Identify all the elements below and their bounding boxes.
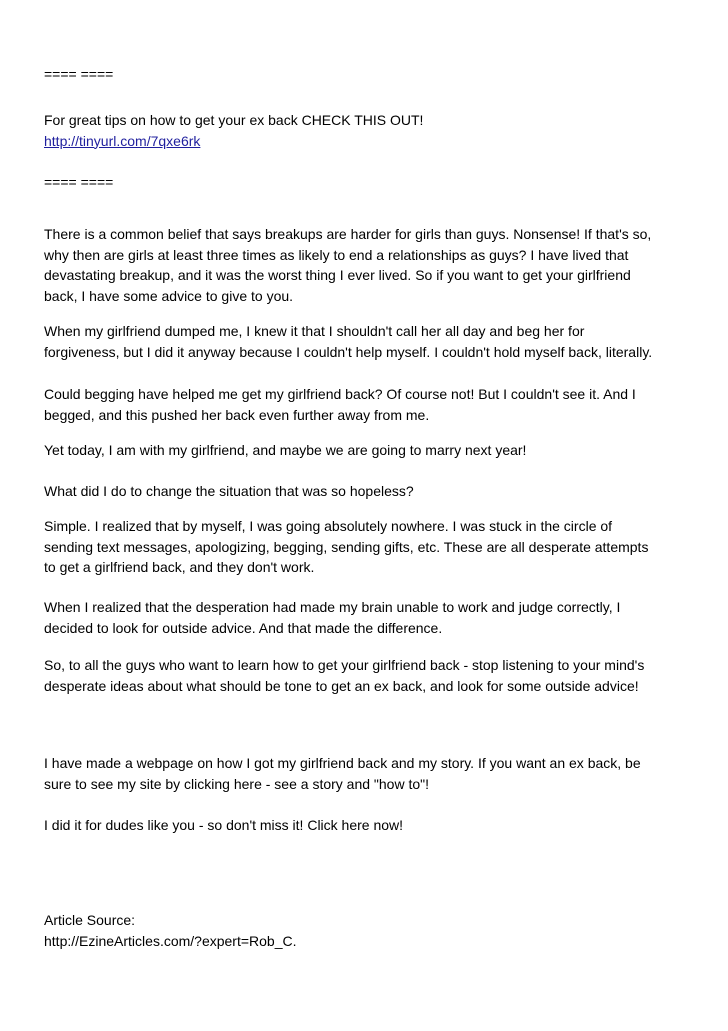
header-block: [44, 64, 113, 84]
separator-top: ==== ====: [44, 66, 114, 82]
paragraph-9: [44, 753, 641, 794]
paragraph-2: [44, 321, 652, 362]
paragraph-3: [44, 384, 636, 425]
paragraph-4: [44, 440, 526, 461]
paragraph-8: [44, 655, 644, 696]
paragraph-7: [44, 597, 620, 638]
paragraph-line: why then are girls at least three times as likely to end a relationships as guys? I have lived that: [44, 246, 629, 263]
paragraph-line: devastating breakup, and it was the worst thing I ever lived. So if you want to get your girlfriend: [44, 267, 631, 283]
paragraph-line: back, I have some advice to give to you.: [44, 287, 294, 304]
article-source-label: Article Source:: [44, 912, 136, 928]
paragraph-line: I did it for dudes like you - so don't miss it! Click here now!: [44, 817, 404, 833]
promo-link[interactable]: http://tinyurl.com/7qxe6rk: [44, 132, 201, 149]
paragraph-line: What did I do to change the situation that was so hopeless?: [44, 483, 414, 499]
article-source: [44, 910, 297, 951]
paragraph-line: begged, and this pushed her back even further away from me.: [44, 406, 430, 423]
paragraph-1: [44, 224, 651, 306]
paragraph-line: desperate ideas about what should be tone to get an ex back, and look for some outside advice!: [44, 677, 639, 694]
paragraph-line: When my girlfriend dumped me, I knew it that I shouldn't call her all day and beg her for: [44, 323, 585, 339]
paragraph-6: [44, 516, 648, 578]
separator-bottom-block: [44, 172, 113, 192]
paragraph-line: Simple. I realized that by myself, I was going absolutely nowhere. I was stuck in the circle of: [44, 518, 613, 534]
paragraph-line: sending text messages, apologizing, begging, sending gifts, etc. These are all desperate attempts: [44, 538, 649, 555]
paragraph-5: [44, 481, 414, 502]
paragraph-line: forgiveness, but I did it anyway because I couldn't help myself. I couldn't hold myself back, literally.: [44, 343, 653, 360]
paragraph-line: Could begging have helped me get my girlfriend back? Of course not! But I couldn't see it. And I: [44, 386, 636, 402]
paragraph-line: Yet today, I am with my girlfriend, and maybe we are going to marry next year!: [44, 442, 527, 458]
promo-block: [44, 110, 423, 151]
paragraph-line: sure to see my site by clicking here - see a story and "how to"!: [44, 775, 429, 792]
paragraph-line: So, to all the guys who want to learn how to get your girlfriend back - stop listening to your mind's: [44, 657, 645, 673]
separator-bottom: ==== ====: [44, 174, 114, 190]
paragraph-10: [44, 815, 403, 836]
paragraph-line: decided to look for outside advice. And that made the difference.: [44, 619, 443, 636]
paragraph-line: There is a common belief that says breakups are harder for girls than guys. Nonsense! If that's so,: [44, 226, 652, 242]
paragraph-line: to get a girlfriend back, and they don't work.: [44, 559, 315, 575]
promo-text: For great tips on how to get your ex back CHECK THIS OUT!: [44, 112, 424, 128]
paragraph-line: When I realized that the desperation had made my brain unable to work and judge correctly, I: [44, 599, 621, 615]
paragraph-line: I have made a webpage on how I got my girlfriend back and my story. If you want an ex back, be: [44, 755, 641, 771]
article-source-url: http://EzineArticles.com/?expert=Rob_C.: [44, 932, 297, 949]
